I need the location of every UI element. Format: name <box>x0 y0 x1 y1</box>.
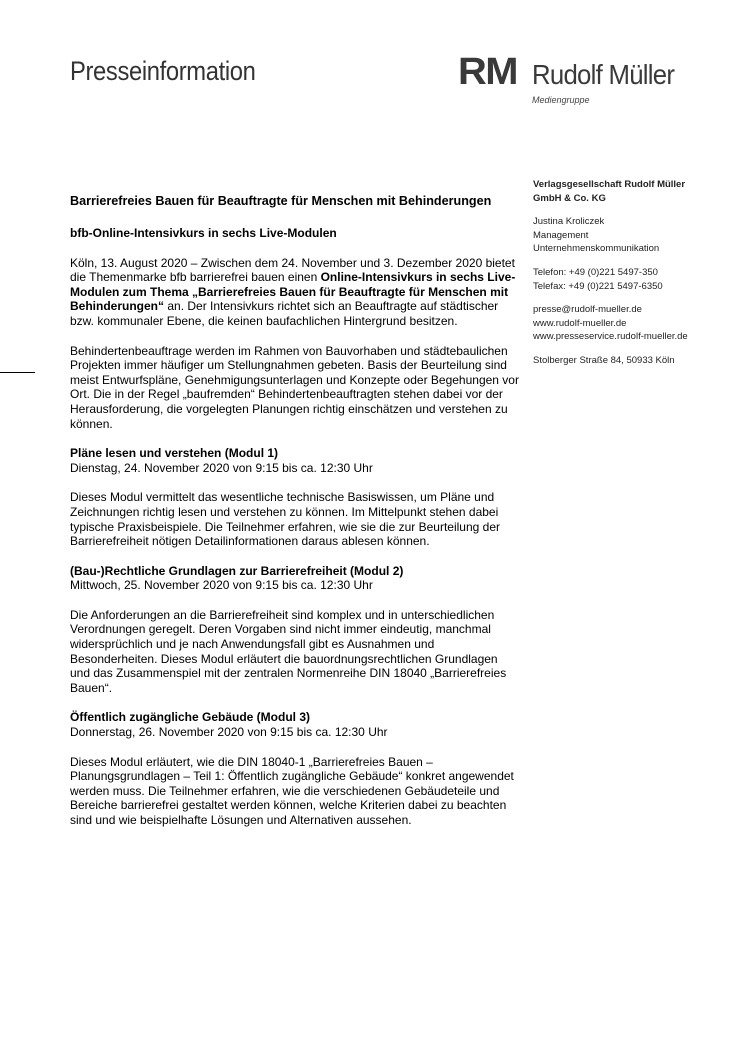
postal-address: Stolberger Straße 84, 50933 Köln <box>533 354 675 366</box>
fold-mark-divider <box>0 372 35 373</box>
module-title: Öffentlich zugängliche Gebäude (Modul 3) <box>70 710 311 725</box>
contact-department: Unternehmenskommunikation <box>533 243 660 255</box>
press-release-body <box>70 194 520 828</box>
logo-company-name: Rudolf Müller <box>532 59 675 90</box>
company-logo <box>458 52 718 112</box>
publisher-name-line1: Verlagsgesellschaft Rudolf Müller <box>533 179 686 190</box>
contact-name: Justina Kroliczek <box>533 216 605 228</box>
intro-text-end: an. Der Intensivkurs richtet sich an Beauftragte auf städtischer bzw. kommunaler Ebene, die keinen baufachlichen Hintergrund besitzen. <box>70 299 499 328</box>
intro-course-name: Online-Intensivkurs in sechs Live-Modulen zum Thema „Barrierefreies Bauen für Beauftragte für Menschen mit Behinderungen“ <box>70 270 516 314</box>
fax-number: Telefax: +49 (0)221 5497-6350 <box>533 280 663 292</box>
email-link[interactable]: presse@rudolf-mueller.de <box>533 304 642 316</box>
module-date: Dienstag, 24. November 2020 von 9:15 bis ca. 12:30 Uhr <box>70 460 373 475</box>
publisher-contact-block <box>533 178 733 368</box>
module-description: Die Anforderungen an die Barrierefreiheit sind komplex und in unterschiedlichen Verordnungen geregelt. Deren Vorgaben sind nicht immer eindeutig, manchmal widersprüchlich und je nach Anwendungsfall gibt es Ausnahmen und Besonderheiten. Dieses Modul erläutert die bauordnungsrechtlichen Grundlagen und das Zusammenspiel mit der zentralen Normenreihe DIN 18040 „Barrierefreies Bauen“. <box>70 607 507 695</box>
press-service-link[interactable]: www.presseservice.rudolf-mueller.de <box>533 331 688 343</box>
module-date: Mittwoch, 25. November 2020 von 9:15 bis ca. 12:30 Uhr <box>70 578 373 593</box>
module-title: (Bau-)Rechtliche Grundlagen zur Barrierefreiheit (Modul 2) <box>70 563 404 578</box>
module-title: Pläne lesen und verstehen (Modul 1) <box>70 446 279 461</box>
module-description: Dieses Modul vermittelt das wesentliche technische Basiswissen, um Pläne und Zeichnungen richtig lesen und verstehen zu können. Im Mittelpunkt stehen dabei typische Praxisbeispiele. Die Teilnehmer erfahren, wie sie die zur Beurteilung der Barrierefreiheit nötigen Detailinformationen daraus ablesen können. <box>70 490 500 549</box>
module-description: Dieses Modul erläutert, wie die DIN 18040-1 „Barrierefreies Bauen – Planungsgrundlagen – Teil 1: Öffentlich zugängliche Gebäude“ konkret angewendet werden muss. Die Teilnehmer erfahren, wie die verschiedenen Gebäudeteile und Bereiche barrierefrei gestaltet werden können, welche Kriterien dabei zu beachten sind und wie beispielhafte Lösungen und Alternativen aussehen. <box>70 754 514 827</box>
intro-paragraph <box>70 256 520 329</box>
phone-number: Telefon: +49 (0)221 5497-350 <box>533 266 658 278</box>
intro-text-start: Köln, 13. August 2020 – Zwischen dem 24. November und 3. Dezember 2020 bietet die Themenmarke bfb barrierefrei bauen einen <box>70 255 515 285</box>
module-date: Donnerstag, 26. November 2020 von 9:15 bis ca. 12:30 Uhr <box>70 725 388 740</box>
contact-role: Management <box>533 229 589 241</box>
logo-mark: RM <box>458 51 517 93</box>
website-link[interactable]: www.rudolf-mueller.de <box>533 317 627 329</box>
logo-tagline: Mediengruppe <box>532 95 590 105</box>
article-subtitle: bfb-Online-Intensivkurs in sechs Live-Modulen <box>70 226 337 240</box>
document-type-heading: Presseinformation <box>70 56 256 86</box>
context-paragraph: Behindertenbeauftrage werden im Rahmen von Bauvorhaben und städtebaulichen Projekten immer häufiger um Stellungnahmen gebeten. Basis der Beurteilung sind meist Entwurfspläne, Genehmigungsunterlagen und Konzepte oder Begehungen vor Ort. Die in der Regel „baufremden“ Behindertenbeauftragten stehen dabei vor der Herausforderung, die vorgelegten Planungen richtig einschätzen und verstehen zu können. <box>70 343 519 431</box>
publisher-name-line2: GmbH & Co. KG <box>533 192 606 204</box>
article-title: Barrierefreies Bauen für Beauftragte für Menschen mit Behinderungen <box>70 194 492 208</box>
